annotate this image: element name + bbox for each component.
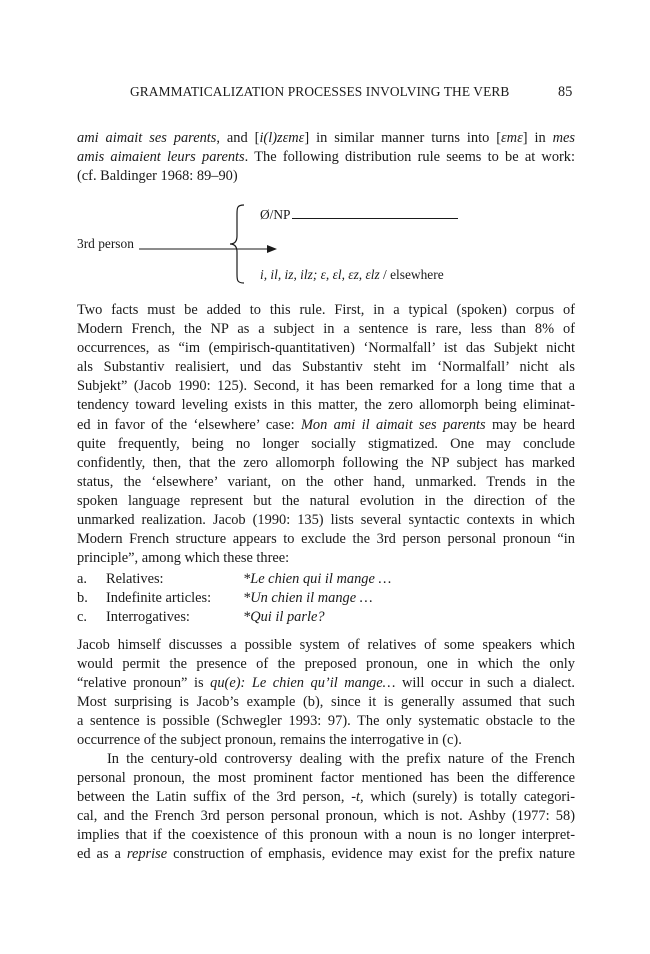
rule-option-elsewhere [260, 267, 444, 283]
running-head-title: GRAMMATICALIZATION PROCESSES INVOLVING THE VERB [130, 84, 510, 99]
italic-phrase: εmε [501, 130, 523, 146]
text-run: ] in [522, 130, 553, 146]
text-run: ed as a [77, 846, 127, 863]
text-line: implies that if the coexistence of this pronoun with a noun is no longer interpret- [77, 827, 575, 844]
curly-brace-icon [227, 204, 247, 284]
italic-phrase: t [356, 789, 361, 806]
text-line: unmarked realization. Jacob (1990: 135) lists several syntactic contexts in which [77, 512, 575, 529]
italic-phrase: reprise [126, 846, 168, 863]
text-line: occurrences, as “im (empirisch-quantitativen) ‘Normalfall’ ist das Subjekt nicht [77, 340, 575, 357]
text-run: may be heard [485, 416, 575, 433]
text-run: . The following distribution rule seems to be at work: [244, 149, 575, 166]
italic-phrase: i, il, iz, ilz; ε, εl, εz, εlz [260, 267, 380, 282]
example-label: Relatives: [106, 571, 164, 587]
rule-option-np-text: Ø/NP [260, 207, 291, 222]
text-line: Subjekt” (Jacob 1990: 125). Second, it has been remarked for a long time that a [77, 378, 575, 395]
text-run: between the Latin suffix of the 3rd person, - [77, 789, 357, 806]
text-line [77, 788, 575, 807]
rule-lhs: 3rd person [77, 236, 134, 251]
paragraph-1 [77, 129, 575, 186]
text-line: confidently, then, that the zero allomorph following the NP subject has marked [77, 454, 575, 471]
text-line: Modern French, the NP as a subject in a sentence is rare, less than 8% of [77, 321, 575, 338]
text-line [77, 129, 575, 148]
example-letter: b. [77, 590, 88, 607]
text-line [77, 148, 575, 167]
list-item [77, 609, 575, 628]
italic-phrase: Mon ami il aimait ses parents [300, 416, 486, 433]
example-label: Interrogatives: [106, 609, 190, 626]
arrow-icon [139, 244, 279, 254]
text-run: ed in favor of the ‘elsewhere’ case: [77, 416, 301, 433]
text-line [77, 845, 575, 864]
text-line: tendency toward leveling exists in this matter, the zero allomorph being eliminat- [77, 397, 575, 414]
text-run: , and [ [216, 130, 260, 146]
page-number: 85 [558, 84, 573, 100]
list-item [77, 571, 575, 590]
text-run: , which (surely) is totally categori- [360, 789, 575, 806]
text-line: In the century-old controversy dealing with the prefix nature of the French [107, 751, 575, 767]
list-item [77, 590, 575, 609]
text-line: spoken language represent but the natural evolution in the direction of the [77, 492, 575, 509]
text-run: “relative pronoun” is [77, 675, 211, 692]
example-sentence: *Qui il parle? [243, 609, 325, 626]
example-sentence: *Le chien qui il mange … [243, 571, 392, 587]
text-line [77, 416, 575, 435]
paragraph-2 [77, 301, 575, 568]
example-letter: c. [77, 609, 87, 626]
example-letter: a. [77, 571, 87, 587]
italic-phrase: mes [552, 130, 575, 146]
italic-phrase: ami aimait ses parents [77, 130, 217, 146]
text-run: ] in similar manner turns into [ [304, 130, 502, 146]
text-line [77, 674, 575, 693]
text-line: personal pronoun, the most prominent factor mentioned has been the difference [77, 770, 575, 787]
text-run: construction of emphasis, evidence may exist for the prefix nature [167, 846, 575, 863]
text-line: cal, and the French 3rd person personal pronoun, which is not. Ashby (1977: 58) [77, 808, 575, 825]
distribution-rule [77, 202, 575, 292]
italic-phrase: amis aimaient leurs parents [77, 149, 245, 166]
italic-phrase: i(l)zεmε [259, 130, 305, 146]
text-line: would permit the presence of the preposed pronoun, one in which the only [77, 656, 575, 673]
text-line: (cf. Baldinger 1968: 89–90) [77, 168, 238, 185]
rule-option-np [260, 206, 458, 223]
italic-phrase: qu(e): Le chien qu’il mange… [210, 675, 396, 692]
text-run: will occur in such a dialect. [395, 675, 575, 692]
text-line: Modern French structure appears to exclude the 3rd person personal pronoun “in [77, 531, 575, 548]
text-line: principle”, among which these three: [77, 550, 290, 567]
text-line: als Substantiv realisiert, und das Substantiv steht im ‘Normalfall’ nicht als [77, 359, 575, 376]
text-line: Two facts must be added to this rule. First, in a typical (spoken) corpus of [77, 302, 575, 318]
paragraph-4 [77, 750, 575, 865]
example-label: Indefinite articles: [106, 590, 212, 607]
text-run: / elsewhere [379, 267, 444, 282]
text-line: quite frequently, being no longer socially stigmatized. One may conclude [77, 435, 575, 452]
text-line: Most surprising is Jacob’s example (b), since it is generally assumed that such [77, 694, 575, 711]
running-head [0, 84, 650, 102]
examples-list [77, 571, 575, 628]
text-line: status, the ‘elsewhere’ variant, on the other hand, unmarked. Trends in the [77, 473, 575, 490]
example-sentence: *Un chien il mange … [243, 590, 373, 607]
text-line: a sentence is possible (Schwegler 1993: 97). The only systematic obstacle to the [77, 713, 575, 730]
blank-line [292, 206, 458, 219]
paragraph-3 [77, 636, 575, 751]
text-line: occurrence of the subject pronoun, remains the interrogative in (c). [77, 732, 462, 749]
text-line: Jacob himself discusses a possible system of relatives of some speakers which [77, 637, 575, 653]
